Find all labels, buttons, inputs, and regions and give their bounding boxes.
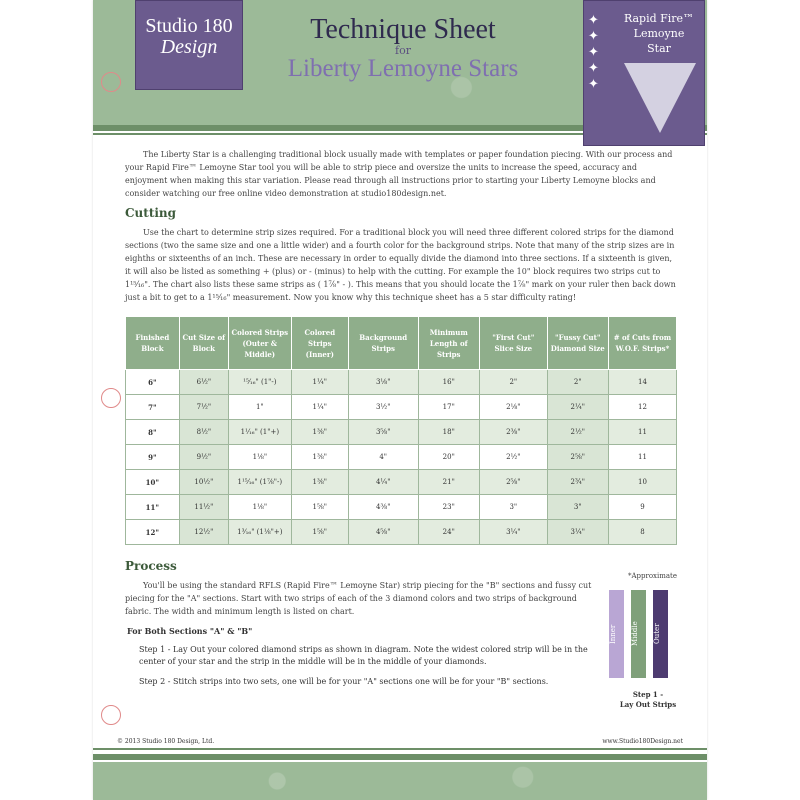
main-content — [125, 148, 677, 696]
badge-line1: Rapid Fire™ — [623, 12, 695, 25]
table-cell: 21" — [418, 470, 479, 495]
footer-band — [93, 748, 707, 800]
table-row — [126, 395, 677, 420]
table-cell: 3¼" — [479, 520, 547, 545]
table-cell: 4" — [348, 445, 418, 470]
table-cell: 3⅛" — [348, 370, 418, 395]
table-row — [126, 420, 677, 445]
table-cell: 10 — [608, 470, 676, 495]
table-cell: 23" — [418, 495, 479, 520]
table-cell: 2½" — [479, 445, 547, 470]
table-cell: 1" — [228, 395, 291, 420]
sections-subheading: For Both Sections "A" & "B" — [127, 626, 253, 636]
strip-middle: Middle — [631, 590, 646, 678]
table-cell: 7½" — [179, 395, 228, 420]
step2-text: Step 2 - Stitch strips into two sets, one will be for your "A" sections one will be for your "B" sections. — [139, 677, 549, 686]
strip-diagram — [605, 590, 685, 680]
table-row — [126, 495, 677, 520]
table-cell: 11 — [608, 420, 676, 445]
col-header: # of Cuts from W.O.F. Strips* — [608, 317, 676, 370]
table-cell: 1⅝" — [291, 495, 348, 520]
star-icons — [588, 13, 618, 93]
table-cell: 1⅝" — [291, 520, 348, 545]
punch-hole-icon — [101, 705, 121, 725]
star-icon: ✦ — [588, 61, 599, 76]
process-paragraph: You'll be using the standard RFLS (Rapid Fire™ Lemoyne Star) strip piecing for the "B" sections and fussy cut piecing for the "A" sections. Start with two strips of each of the 3 diamond colors and two strips of background fabric. The width and minimum length is listed on chart. — [125, 581, 592, 616]
table-cell: 9 — [608, 495, 676, 520]
intro-paragraph: The Liberty Star is a challenging traditional block usually made with templates or paper foundation piecing. With our process and your Rapid Fire™ Lemoyne Star tool you will be able to strip piece and oversize the units to increase the speed, accuracy and enjoyment when making this star variation. Please read through all instructions prior to starting your Liberty Lemoyne blocks and consider watching our free online video demonstration at studio180design.net. — [125, 150, 673, 198]
footer-rule — [93, 754, 707, 760]
table-cell: 3½" — [348, 395, 418, 420]
badge-line3: Star — [647, 42, 671, 55]
star-icon: ✦ — [588, 77, 599, 92]
col-header: "First Cut" Slice Size — [479, 317, 547, 370]
punch-hole-icon — [101, 72, 121, 92]
table-cell: 18" — [418, 420, 479, 445]
table-cell: 6½" — [179, 370, 228, 395]
footer-text — [117, 738, 683, 745]
table-cell: 10" — [126, 470, 180, 495]
table-cell: 4¼" — [348, 470, 418, 495]
table-cell: 1¼" — [291, 370, 348, 395]
table-cell: 6" — [126, 370, 180, 395]
table-cell: 2¼" — [547, 395, 608, 420]
col-header: Minimum Length of Strips — [418, 317, 479, 370]
table-cell: 1³⁄₁₆" (1⅛"+) — [228, 520, 291, 545]
rapid-fire-badge — [583, 0, 705, 146]
table-cell: 1⅛" — [228, 495, 291, 520]
punch-hole-icon — [101, 388, 121, 408]
page-title: Technique Sheet — [310, 14, 496, 45]
table-cell: 14 — [608, 370, 676, 395]
table-cell: 3¼" — [547, 520, 608, 545]
website-link[interactable]: www.Studio180Design.net — [602, 738, 683, 745]
table-cell: 7" — [126, 395, 180, 420]
approximate-note: *Approximate — [627, 572, 677, 580]
table-cell: 4⅝" — [348, 520, 418, 545]
lemoyne-tool-icon — [624, 63, 696, 133]
table-cell: 11½" — [179, 495, 228, 520]
logo-line2: Design — [160, 36, 218, 58]
table-cell: 1¹⁄₁₆" (1"+) — [228, 420, 291, 445]
studio180-logo — [135, 0, 243, 90]
title-block — [253, 14, 553, 83]
logo-line1: Studio 180 — [145, 15, 233, 37]
table-cell: 12" — [126, 520, 180, 545]
table-cell: 3⅝" — [348, 420, 418, 445]
table-header-row — [126, 317, 677, 370]
table-cell: 20" — [418, 445, 479, 470]
table-cell: 2⅜" — [479, 420, 547, 445]
star-icon: ✦ — [588, 45, 599, 60]
cutting-chart — [125, 316, 677, 545]
footer-pattern — [93, 762, 707, 800]
table-row — [126, 470, 677, 495]
table-cell: 16" — [418, 370, 479, 395]
table-cell: 4⅜" — [348, 495, 418, 520]
table-cell: 9½" — [179, 445, 228, 470]
copyright: © 2013 Studio 180 Design, Ltd. — [117, 738, 215, 745]
table-cell: 1⅜" — [291, 445, 348, 470]
cutting-paragraph: Use the chart to determine strip sizes required. For a traditional block you will need three different colored strips for the diamond sections (two the same size and one a little wider) and a fourth color for the background strips. Note that many of the strip sizes are in eighths or sixteenths of an inch. These are necessary in order to equally divide the diamond into three sections. If a sixteenth is given, it will also be listed as something + (plus) or - (minus) to help with the cutting. For example the 10" block requires two strips cut to 1¹⁵⁄₁₆". The chart also lists these same strips as ( 1⅞" - ). This means that you should locate the 1⅞" mark on your ruler then back down just a bit to get to a 1¹⁵⁄₁₆" measurement. Now you know why this technique sheet has a 5 star difficulty rating! — [125, 228, 676, 302]
badge-line2: Lemoyne — [633, 27, 685, 40]
footer-rule-thin — [93, 748, 707, 750]
table-cell: 2⅛" — [479, 395, 547, 420]
star-icon: ✦ — [588, 13, 599, 28]
col-header: "Fussy Cut" Diamond Size — [547, 317, 608, 370]
table-cell: 1⅛" — [228, 445, 291, 470]
table-cell: 2⅝" — [547, 445, 608, 470]
process-heading: Process — [125, 559, 177, 573]
step1-text: Step 1 - Lay Out your colored diamond strips as shown in diagram. Note the widest colored strip will be in the center of your star and the strip in the middle will be in the middle of your diamonds. — [139, 645, 588, 666]
col-header: Cut Size of Block — [179, 317, 228, 370]
table-row — [126, 445, 677, 470]
table-cell: 17" — [418, 395, 479, 420]
col-header: Colored Strips (Inner) — [291, 317, 348, 370]
page-subtitle: Liberty Lemoyne Stars — [287, 55, 519, 82]
table-cell: 8 — [608, 520, 676, 545]
table-cell: 8" — [126, 420, 180, 445]
table-cell: 12½" — [179, 520, 228, 545]
cutting-heading: Cutting — [125, 206, 177, 220]
table-cell: 24" — [418, 520, 479, 545]
title-for: for — [395, 44, 411, 57]
star-icon: ✦ — [588, 29, 599, 44]
table-cell: 2" — [479, 370, 547, 395]
table-cell: 2¾" — [547, 470, 608, 495]
table-cell: 8½" — [179, 420, 228, 445]
table-cell: 9" — [126, 445, 180, 470]
table-cell: 3" — [547, 495, 608, 520]
table-cell: 1¹⁵⁄₁₆" (1⅞"-) — [228, 470, 291, 495]
col-header: Colored Strips (Outer & Middle) — [228, 317, 291, 370]
strip-outer: Outer — [653, 590, 668, 678]
table-cell: 12 — [608, 395, 676, 420]
strip-caption — [613, 690, 683, 710]
strip-caption-line1: Step 1 - — [632, 690, 664, 699]
col-header: Background Strips — [348, 317, 418, 370]
table-cell: 1¼" — [291, 395, 348, 420]
technique-sheet — [93, 0, 707, 800]
table-row — [126, 520, 677, 545]
badge-text — [618, 11, 700, 56]
table-row — [126, 370, 677, 395]
table-cell: 10½" — [179, 470, 228, 495]
table-cell: 3" — [479, 495, 547, 520]
table-cell: 11" — [126, 495, 180, 520]
table-cell: ¹⁵⁄₁₆" (1"-) — [228, 370, 291, 395]
table-cell: 11 — [608, 445, 676, 470]
strip-inner: Inner — [609, 590, 624, 678]
strip-caption-line2: Lay Out Strips — [619, 700, 677, 709]
col-header: Finished Block — [126, 317, 180, 370]
table-cell: 2" — [547, 370, 608, 395]
table-cell: 2½" — [547, 420, 608, 445]
table-cell: 2⅝" — [479, 470, 547, 495]
table-cell: 1⅜" — [291, 420, 348, 445]
table-cell: 1⅜" — [291, 470, 348, 495]
